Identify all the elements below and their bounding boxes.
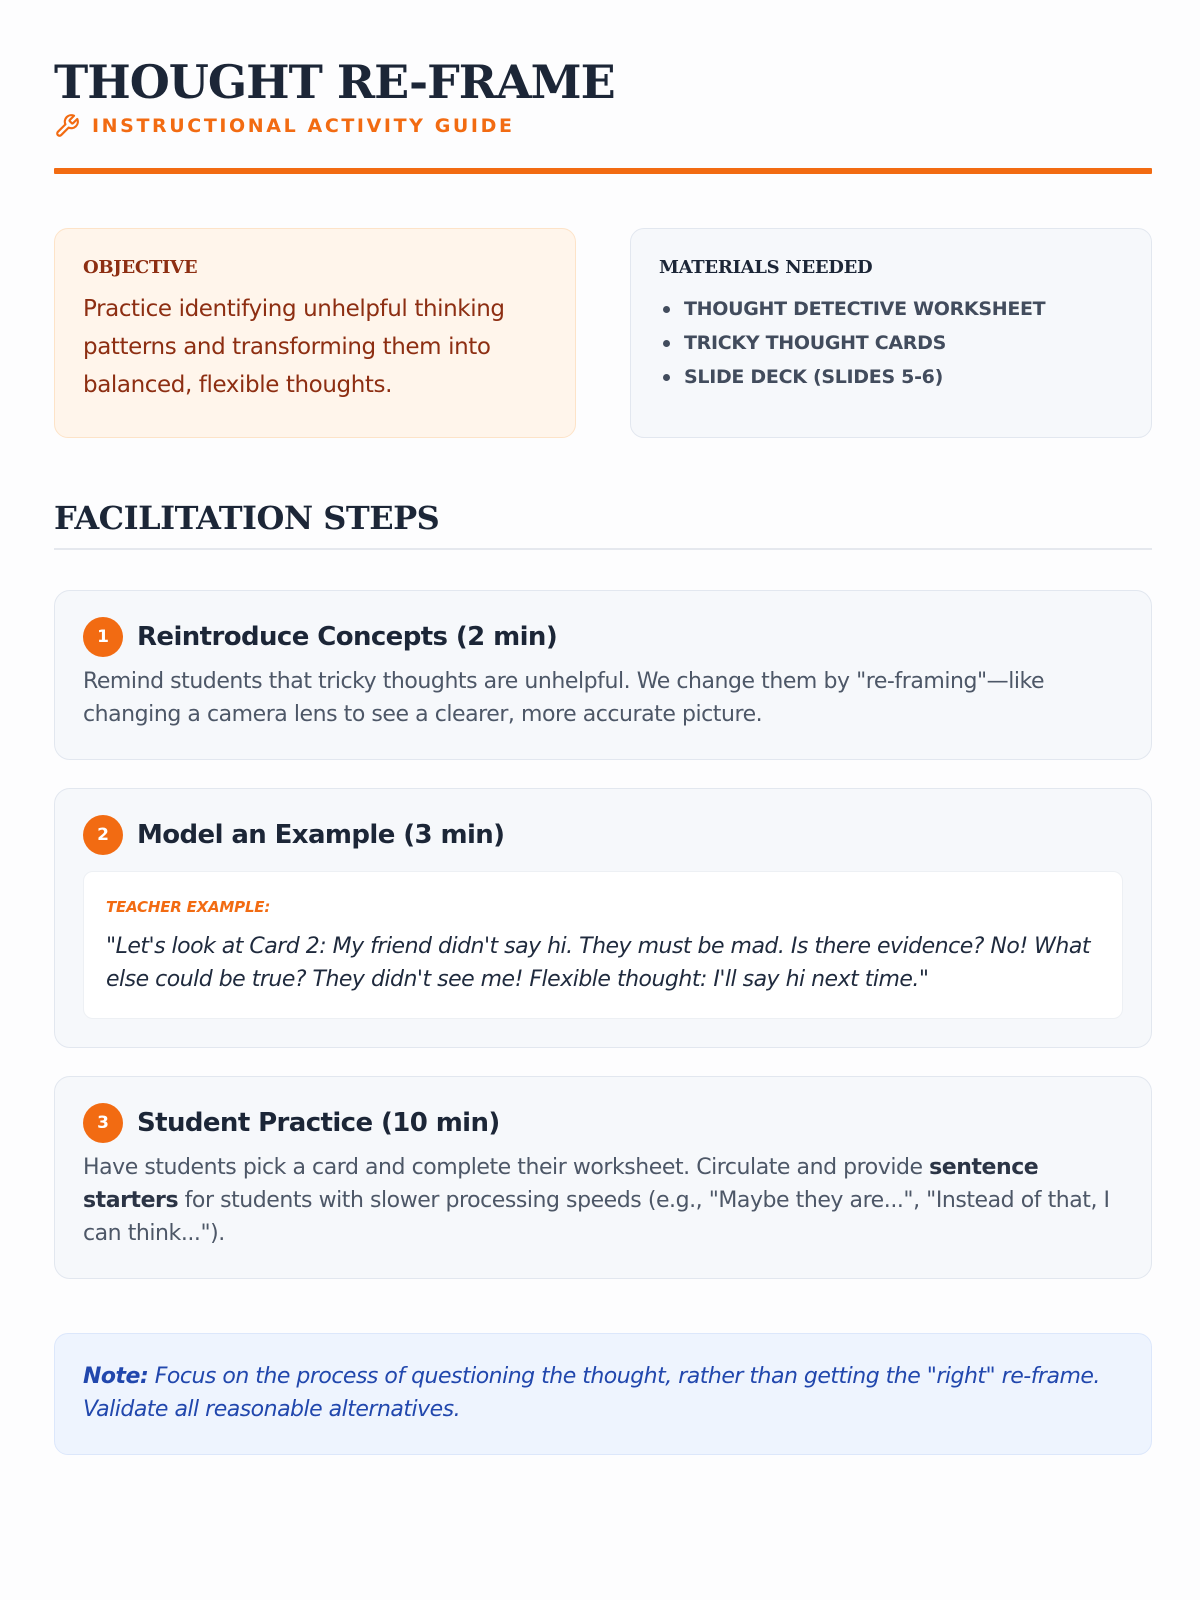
section-divider: [54, 548, 1152, 550]
materials-item: [659, 292, 1123, 326]
info-row: [54, 228, 1152, 438]
materials-item: [659, 326, 1123, 360]
wrench-icon: [54, 113, 80, 139]
step-number-badge: 2: [83, 815, 123, 855]
note-box: [54, 1333, 1152, 1455]
step-number-badge: 1: [83, 617, 123, 657]
step-title: Student Practice (10 min): [137, 1108, 500, 1138]
note-text: Focus on the process of questioning the thought, rather than getting the "right" re-frame. Validate all reasonable alternatives.: [83, 1364, 1100, 1422]
section-title: FACILITATION STEPS: [54, 499, 440, 537]
objective-text: Practice identifying unhelpful thinking patterns and transforming them into balanced, flexible thoughts.: [83, 296, 505, 398]
step-card-3: [54, 1076, 1152, 1279]
page-title: THOUGHT RE-FRAME: [54, 55, 615, 109]
materials-item-label: TRICKY THOUGHT CARDS: [684, 332, 946, 354]
teacher-example-box: [83, 871, 1123, 1019]
step-text-part: for students with slower processing speeds (e.g., "Maybe they are...", "Instead of that, I can think...").: [83, 1188, 1110, 1246]
bullet-icon: [663, 374, 670, 381]
step-card-2: [54, 788, 1152, 1048]
step-text: Remind students that tricky thoughts are unhelpful. We change them by "re-framing"—like changing a camera lens to see a clearer, more accurate picture.: [83, 669, 1045, 727]
bullet-icon: [663, 340, 670, 347]
materials-item-label: THOUGHT DETECTIVE WORKSHEET: [684, 298, 1046, 320]
subtitle-row: [54, 112, 1152, 140]
step-title: Reintroduce Concepts (2 min): [137, 622, 558, 652]
header-divider: [54, 168, 1152, 174]
step-text-emphasis: sentence starters: [83, 1155, 1039, 1213]
step-card-1: [54, 590, 1152, 760]
step-header: [83, 815, 1123, 855]
objective-label: OBJECTIVE: [83, 257, 198, 278]
page-subtitle: INSTRUCTIONAL ACTIVITY GUIDE: [92, 115, 515, 137]
materials-item-label: SLIDE DECK (SLIDES 5-6): [684, 366, 943, 388]
activity-guide-page: [54, 52, 1152, 1455]
materials-label: MATERIALS NEEDED: [659, 257, 873, 278]
materials-item: [659, 360, 1123, 394]
materials-box: [630, 228, 1152, 438]
step-header: [83, 617, 1123, 657]
note-label: Note:: [83, 1364, 149, 1389]
page-header: [54, 52, 1152, 174]
objective-box: [54, 228, 576, 438]
example-label: TEACHER EXAMPLE:: [106, 898, 271, 916]
step-title: Model an Example (3 min): [137, 820, 505, 850]
step-number-badge: 3: [83, 1103, 123, 1143]
example-quote: "Let's look at Card 2: My friend didn't say hi. They must be mad. Is there evidence? No! What else could be true? They didn't see me! Flexible thought: I'll say hi next time.": [106, 934, 1090, 992]
step-text: [83, 1151, 1123, 1250]
step-header: [83, 1103, 1123, 1143]
bullet-icon: [663, 306, 670, 313]
step-text-part: Have students pick a card and complete their worksheet. Circulate and provide: [83, 1155, 930, 1180]
materials-list: [659, 292, 1123, 394]
